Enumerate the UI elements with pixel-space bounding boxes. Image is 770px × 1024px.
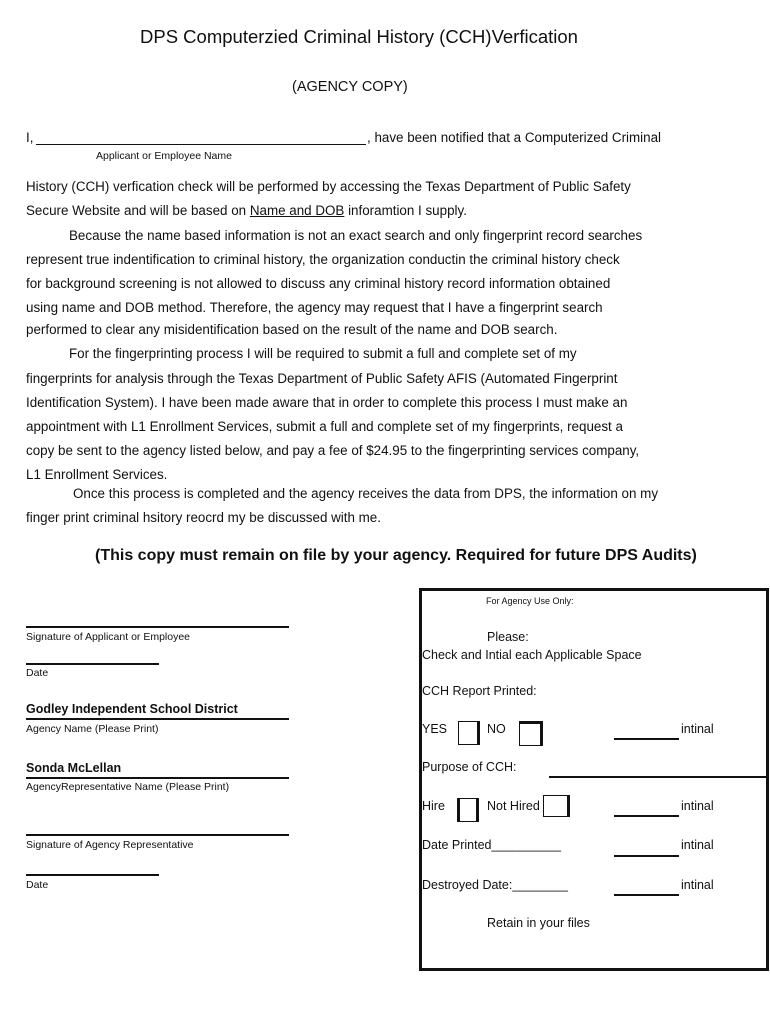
body-line: performed to clear any misidentification based on the result of the name and DOB search. xyxy=(26,322,558,337)
please-label: Please: xyxy=(487,630,529,644)
purpose-label: Purpose of CCH: xyxy=(422,760,517,774)
body-line: Secure Website and will be based on Name and DOB inforamtion I supply. xyxy=(26,203,467,218)
yes-label: YES xyxy=(422,722,448,736)
initial-field[interactable] xyxy=(614,894,679,896)
body-line: For the fingerprinting process I will be required to submit a full and complete set of my xyxy=(69,346,577,361)
rep-signature-field[interactable] xyxy=(26,834,289,836)
retain-note: Retain in your files xyxy=(487,916,590,930)
date-label: Date xyxy=(26,879,49,891)
intro-prefix: I, xyxy=(26,130,34,145)
applicant-name-field[interactable] xyxy=(36,144,366,145)
divider xyxy=(26,718,289,720)
intro-suffix: , have been notified that a Computerized Criminal xyxy=(367,130,662,145)
divider xyxy=(26,777,289,779)
name-dob-underlined: Name and DOB xyxy=(249,203,345,218)
date-field[interactable] xyxy=(26,663,159,665)
body-line: Once this process is completed and the agency receives the data from DPS, the information on my xyxy=(73,486,659,501)
initial-label: intinal xyxy=(681,838,714,852)
date-label: Date xyxy=(26,667,49,679)
not-hired-label: Not Hired xyxy=(487,799,540,813)
box-header: For Agency Use Only: xyxy=(486,596,574,606)
rep-name-label: AgencyRepresentative Name (Please Print) xyxy=(26,781,230,793)
initial-field[interactable] xyxy=(614,855,679,857)
body-line: Because the name based information is not an exact search and only fingerprint record searches xyxy=(69,228,643,243)
initial-label: intinal xyxy=(681,722,714,736)
body-line: using name and DOB method. Therefore, the agency may request that I have a fingerprint search xyxy=(26,300,603,315)
applicant-signature-label: Signature of Applicant or Employee xyxy=(26,631,191,643)
no-label: NO xyxy=(487,722,506,736)
body-line: for background screening is not allowed to discuss any criminal history record information obtained xyxy=(26,276,611,291)
initial-field[interactable] xyxy=(614,815,679,817)
body-line: History (CCH) verfication check will be performed by accessing the Texas Department of Public Safety xyxy=(26,179,631,194)
rep-name-value[interactable]: Sonda McLellan xyxy=(26,761,122,775)
body-line: represent true indentification to criminal history, the organization conductin the criminal history check xyxy=(26,252,620,267)
page-title: DPS Computerzied Criminal History (CCH)Verfication xyxy=(140,26,578,47)
audit-notice: (This copy must remain on file by your agency. Required for future DPS Audits) xyxy=(95,547,697,564)
rep-signature-label: Signature of Agency Representative xyxy=(26,839,194,851)
body-line: L1 Enrollment Services. xyxy=(26,467,168,482)
body-line: appointment with L1 Enrollment Services, submit a full and complete set of my fingerprints, request a xyxy=(26,419,623,434)
agency-use-box xyxy=(419,588,769,971)
date-field[interactable] xyxy=(26,874,159,876)
not-hired-checkbox[interactable] xyxy=(543,795,570,817)
destroyed-date-field[interactable]: Destroyed Date:________ xyxy=(422,878,568,892)
purpose-field[interactable] xyxy=(549,776,768,778)
yes-checkbox[interactable] xyxy=(458,721,480,745)
no-checkbox[interactable] xyxy=(519,721,543,746)
hire-label: Hire xyxy=(422,799,445,813)
date-printed-field[interactable]: Date Printed__________ xyxy=(422,838,562,852)
body-line: Identification System). I have been made aware that in order to complete this process I must make an xyxy=(26,395,628,410)
applicant-signature-field[interactable] xyxy=(26,626,289,628)
body-line: copy be sent to the agency listed below, and pay a fee of $24.95 to the fingerprinting services company, xyxy=(26,443,640,458)
initial-label: intinal xyxy=(681,799,714,813)
instruction-label: Check and Intial each Applicable Space xyxy=(422,648,642,662)
initial-field[interactable] xyxy=(614,738,679,740)
page-subtitle: (AGENCY COPY) xyxy=(292,79,408,95)
cch-printed-label: CCH Report Printed: xyxy=(422,684,537,698)
body-line: fingerprints for analysis through the Texas Department of Public Safety AFIS (Automated Fingerprint xyxy=(26,371,618,386)
agency-name-value[interactable]: Godley Independent School District xyxy=(26,702,238,716)
agency-name-label: Agency Name (Please Print) xyxy=(26,723,159,735)
body-line: finger print criminal hsitory reocrd my be discussed with me. xyxy=(26,510,381,525)
hire-checkbox[interactable] xyxy=(457,798,479,822)
applicant-name-caption: Applicant or Employee Name xyxy=(96,150,232,162)
initial-label: intinal xyxy=(681,878,714,892)
